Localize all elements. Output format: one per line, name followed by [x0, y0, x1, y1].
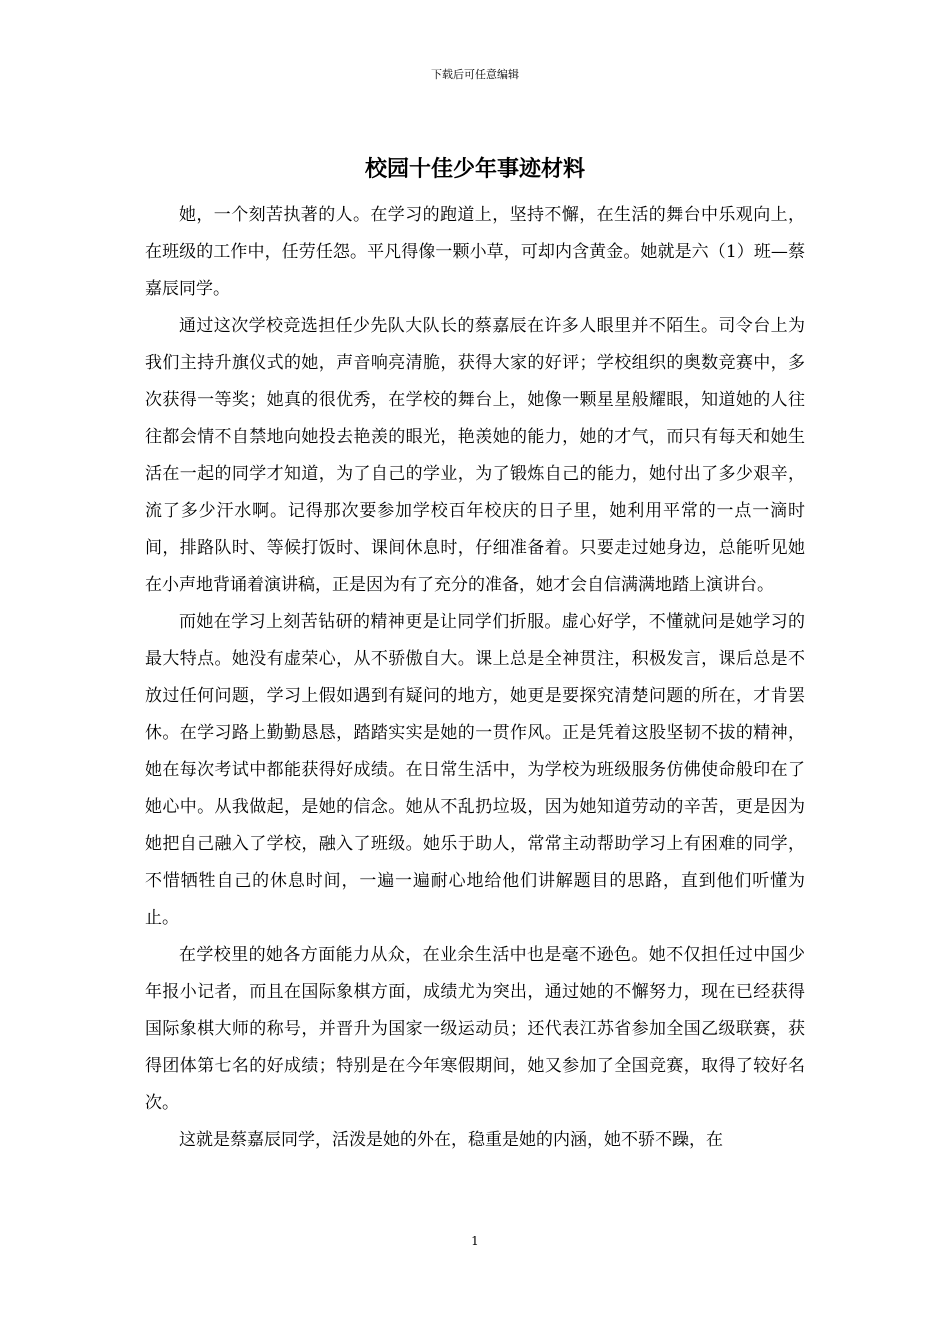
document-body [145, 197, 805, 1159]
paragraph-1: 她，一个刻苦执著的人。在学习的跑道上，坚持不懈，在生活的舞台中乐观向上，在班级的工作中，任劳任怨。平凡得像一颗小草，可却内含黄金。她就是六（1）班—蔡嘉辰同学。 [145, 205, 805, 299]
paragraph-4: 在学校里的她各方面能力从众，在业余生活中也是毫不逊色。她不仅担任过中国少年报小记者，而且在国际象棋方面，成绩尤为突出，通过她的不懈努力，现在已经获得国际象棋大师的称号，并晋升为国家一级运动员；还代表江苏省参加全国乙级联赛，获得团体第七名的好成绩；特别是在今年寒假期间，她又参加了全国竞赛，取得了较好名次。 [145, 945, 805, 1113]
paragraph-2: 通过这次学校竞选担任少先队大队长的蔡嘉辰在许多人眼里并不陌生。司令台上为我们主持升旗仪式的她，声音响亮清脆，获得大家的好评；学校组织的奥数竞赛中，多次获得一等奖；她真的很优秀，在学校的舞台上，她像一颗星星般耀眼，知道她的人往往都会情不自禁地向她投去艳羡的眼光，艳羡她的能力，她的才气，而只有每天和她生活在一起的同学才知道，为了自己的学业，为了锻炼自己的能力，她付出了多少艰辛，流了多少汗水啊。记得那次要参加学校百年校庆的日子里，她利用平常的一点一滴时间，排路队时、等候打饭时、课间休息时，仔细准备着。只要走过她身边，总能听见她在小声地背诵着演讲稿，正是因为有了充分的准备，她才会自信满满地踏上演讲台。 [145, 316, 805, 595]
paragraph-3: 而她在学习上刻苦钻研的精神更是让同学们折服。虚心好学，不懂就问是她学习的最大特点。她没有虚荣心，从不骄傲自大。课上总是全神贯注，积极发言，课后总是不放过任何问题，学习上假如遇到有疑问的地方，她更是要探究清楚问题的所在，才肯罢休。在学习路上勤勤恳恳，踏踏实实是她的一贯作风。正是凭着这股坚韧不拔的精神，她在每次考试中都能获得好成绩。在日常生活中，为学校为班级服务仿佛使命般印在了她心中。从我做起，是她的信念。她从不乱扔垃圾，因为她知道劳动的辛苦，更是因为她把自己融入了学校，融入了班级。她乐于助人，常常主动帮助学习上有困难的同学，不惜牺牲自己的休息时间，一遍一遍耐心地给他们讲解题目的思路，直到他们听懂为止。 [145, 612, 805, 928]
document-title: 校园十佳少年事迹材料 [364, 156, 585, 182]
page-header: 下载后可任意编辑 [431, 68, 519, 81]
paragraph-5: 这就是蔡嘉辰同学，活泼是她的外在，稳重是她的内涵，她不骄不躁，在 [179, 1130, 723, 1150]
page-number: 1 [471, 1234, 479, 1248]
